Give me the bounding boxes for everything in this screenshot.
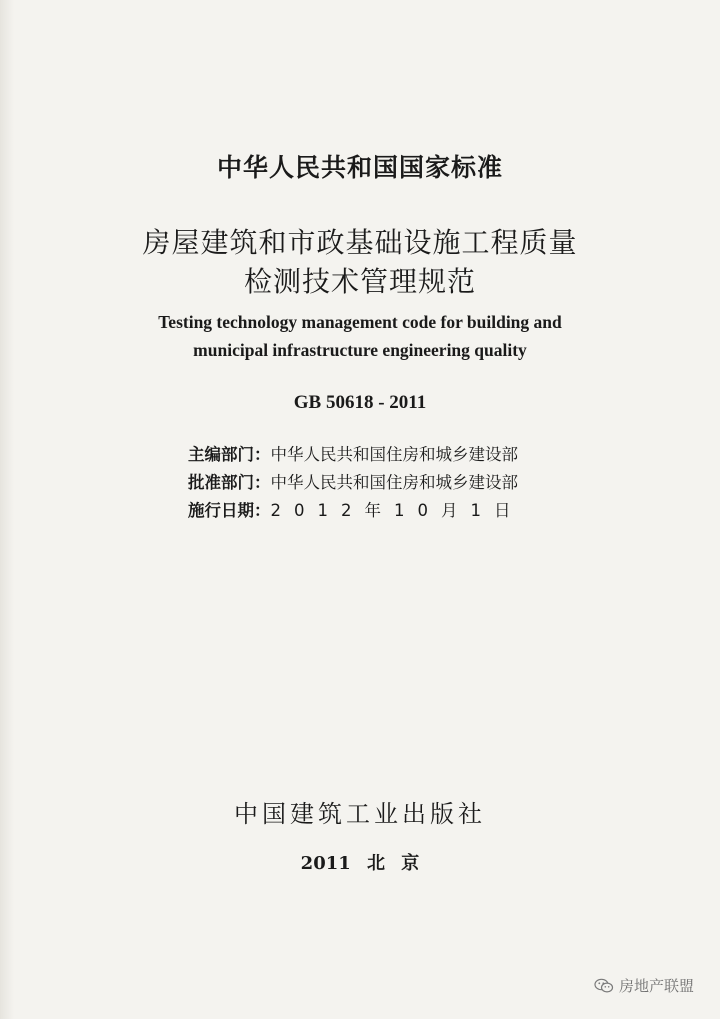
meta-editor-department xyxy=(188,441,518,465)
meta-label: 施行日期： xyxy=(188,501,271,520)
wechat-icon xyxy=(594,978,614,994)
meta-approval-department xyxy=(188,469,518,493)
standard-series: 中华人民共和国国家标准 xyxy=(216,153,503,182)
meta-label: 主编部门： xyxy=(188,445,271,464)
meta-label: 批准部门： xyxy=(188,473,271,492)
title-en-line2: municipal infrastructure engineering quality xyxy=(193,340,527,360)
publication-place-year: 2011 北 京 xyxy=(300,853,420,874)
watermark-text: 房地产联盟 xyxy=(618,977,694,995)
meta-value: 2012年10月1日 xyxy=(270,501,524,520)
meta-effective-date xyxy=(188,497,524,521)
title-en-line1: Testing technology management code for building and xyxy=(158,312,562,332)
watermark xyxy=(594,975,694,996)
meta-value: 中华人民共和国住房和城乡建设部 xyxy=(270,473,518,492)
title-cn-line1: 房屋建筑和市政基础设施工程质量 xyxy=(142,226,578,259)
title-cn-line2: 检测技术管理规范 xyxy=(243,265,476,298)
publisher-name: 中国建筑工业出版社 xyxy=(234,800,486,828)
standard-code: GB 50618 - 2011 xyxy=(293,392,427,413)
meta-value: 中华人民共和国住房和城乡建设部 xyxy=(270,445,518,464)
